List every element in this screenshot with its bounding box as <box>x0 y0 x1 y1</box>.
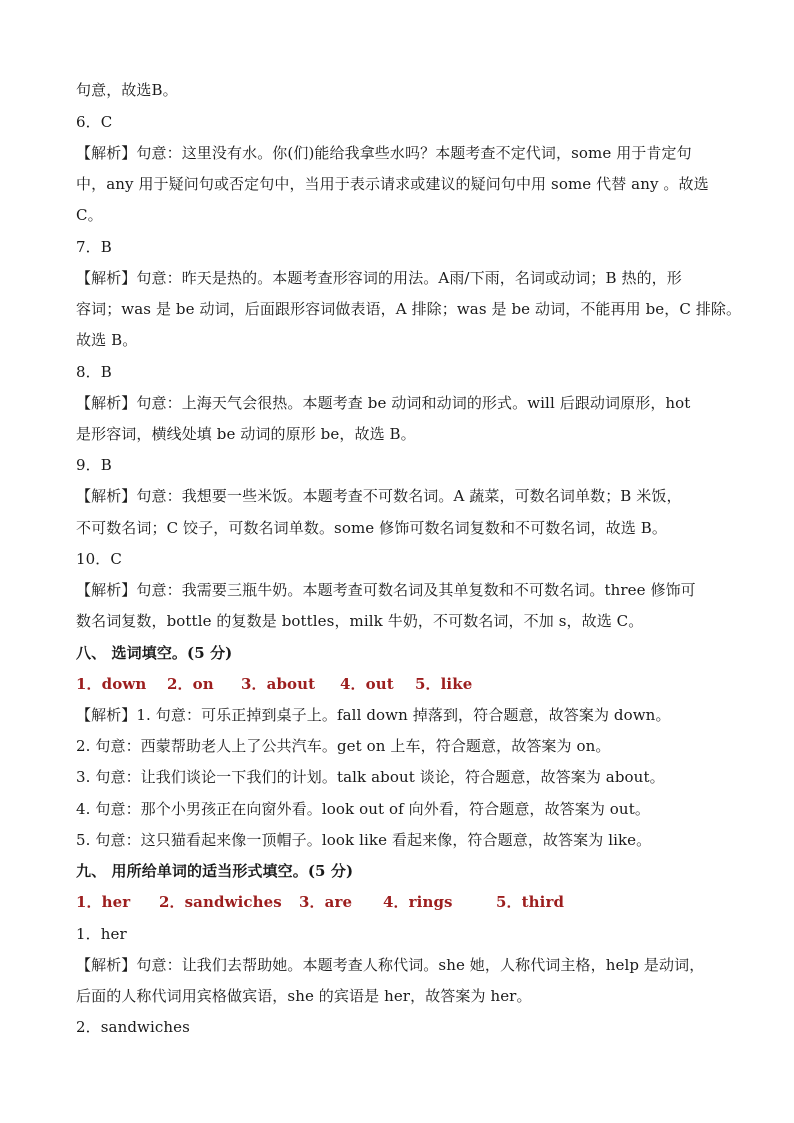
answer-item: 5．third <box>496 893 565 911</box>
text-line: 【解析】1. 句意：可乐正掉到桌子上。fall down 掉落到，符合题意，故答案为 down。 <box>76 706 671 724</box>
text-line: C。 <box>76 206 103 224</box>
question-number: 9．B <box>76 456 112 474</box>
answer-item: 2．sandwiches <box>159 893 282 911</box>
text-line: 2. 句意：西蒙帮助老人上了公共汽车。get on 上车，符合题意，故答案为 on。 <box>76 737 611 755</box>
question-number: 7．B <box>76 238 112 256</box>
text-line: 【解析】句意：上海天气会很热。本题考查 be 动词和动词的形式。will 后跟动词原形，hot <box>76 394 691 412</box>
text-line: 3. 句意：让我们谈论一下我们的计划。talk about 谈论，符合题意，故答案为 about。 <box>76 768 665 786</box>
answer-item: 3．about <box>241 675 316 693</box>
text-line: 【解析】句意：我想要一些米饭。本题考查不可数名词。A 蔬菜，可数名词单数；B 米饭， <box>76 487 682 505</box>
section-heading: 九、 用所给单词的适当形式填空。(5 分) <box>76 862 354 880</box>
answer-item: 3．are <box>299 893 353 911</box>
text-line: 不可数名词；C 饺子，可数名词单数。some 修饰可数名词复数和不可数名词，故选 B。 <box>76 519 667 537</box>
question-number: 6．C <box>76 113 113 131</box>
answer-item: 4．out <box>340 675 394 693</box>
text-line: 5. 句意：这只猫看起来像一顶帽子。look like 看起来像，符合题意，故答案为 like。 <box>76 831 652 849</box>
question-number: 10．C <box>76 550 122 568</box>
answer-item: 5．like <box>415 675 473 693</box>
question-number: 2．sandwiches <box>76 1018 190 1036</box>
text-line: 数名词复数，bottle 的复数是 bottles，milk 牛奶，不可数名词，不加 s，故选 C。 <box>76 612 644 630</box>
text-line: 【解析】句意：让我们去帮助她。本题考查人称代词。she 她，人称代词主格，help 是动词， <box>76 956 705 974</box>
text-line: 后面的人称代词用宾格做宾语，she 的宾语是 her，故答案为 her。 <box>76 987 532 1005</box>
text-line: 【解析】句意：昨天是热的。本题考查形容词的用法。A雨/下雨，名词或动词；B 热的，形 <box>76 269 682 287</box>
answer-key <box>76 674 724 694</box>
answer-item: 1．her <box>76 893 131 911</box>
text-line: 【解析】句意：我需要三瓶牛奶。本题考查可数名词及其单复数和不可数名词。three 修饰可 <box>76 581 696 599</box>
answer-key <box>76 892 724 912</box>
answer-item: 4．rings <box>383 893 453 911</box>
answer-item: 2．on <box>167 675 214 693</box>
text-line: 中，any 用于疑问句或否定句中，当用于表示请求或建议的疑问句中用 some 代替 any 。故选 <box>76 175 709 193</box>
text-line: 故选 B。 <box>76 331 138 349</box>
text-line: 句意，故选B。 <box>76 81 178 99</box>
section-heading: 八、 选词填空。(5 分) <box>76 644 233 662</box>
text-line: 是形容词，横线处填 be 动词的原形 be，故选 B。 <box>76 425 416 443</box>
text-line: 【解析】句意：这里没有水。你(们)能给我拿些水吗？本题考查不定代词，some 用于肯定句 <box>76 144 692 162</box>
question-number: 1．her <box>76 925 127 943</box>
text-line: 容词；was 是 be 动词，后面跟形容词做表语，A 排除；was 是 be 动词，不能再用 be，C 排除。 <box>76 300 742 318</box>
answer-item: 1．down <box>76 675 147 693</box>
question-number: 8．B <box>76 363 112 381</box>
text-line: 4. 句意：那个小男孩正在向窗外看。look out of 向外看，符合题意，故答案为 out。 <box>76 800 650 818</box>
